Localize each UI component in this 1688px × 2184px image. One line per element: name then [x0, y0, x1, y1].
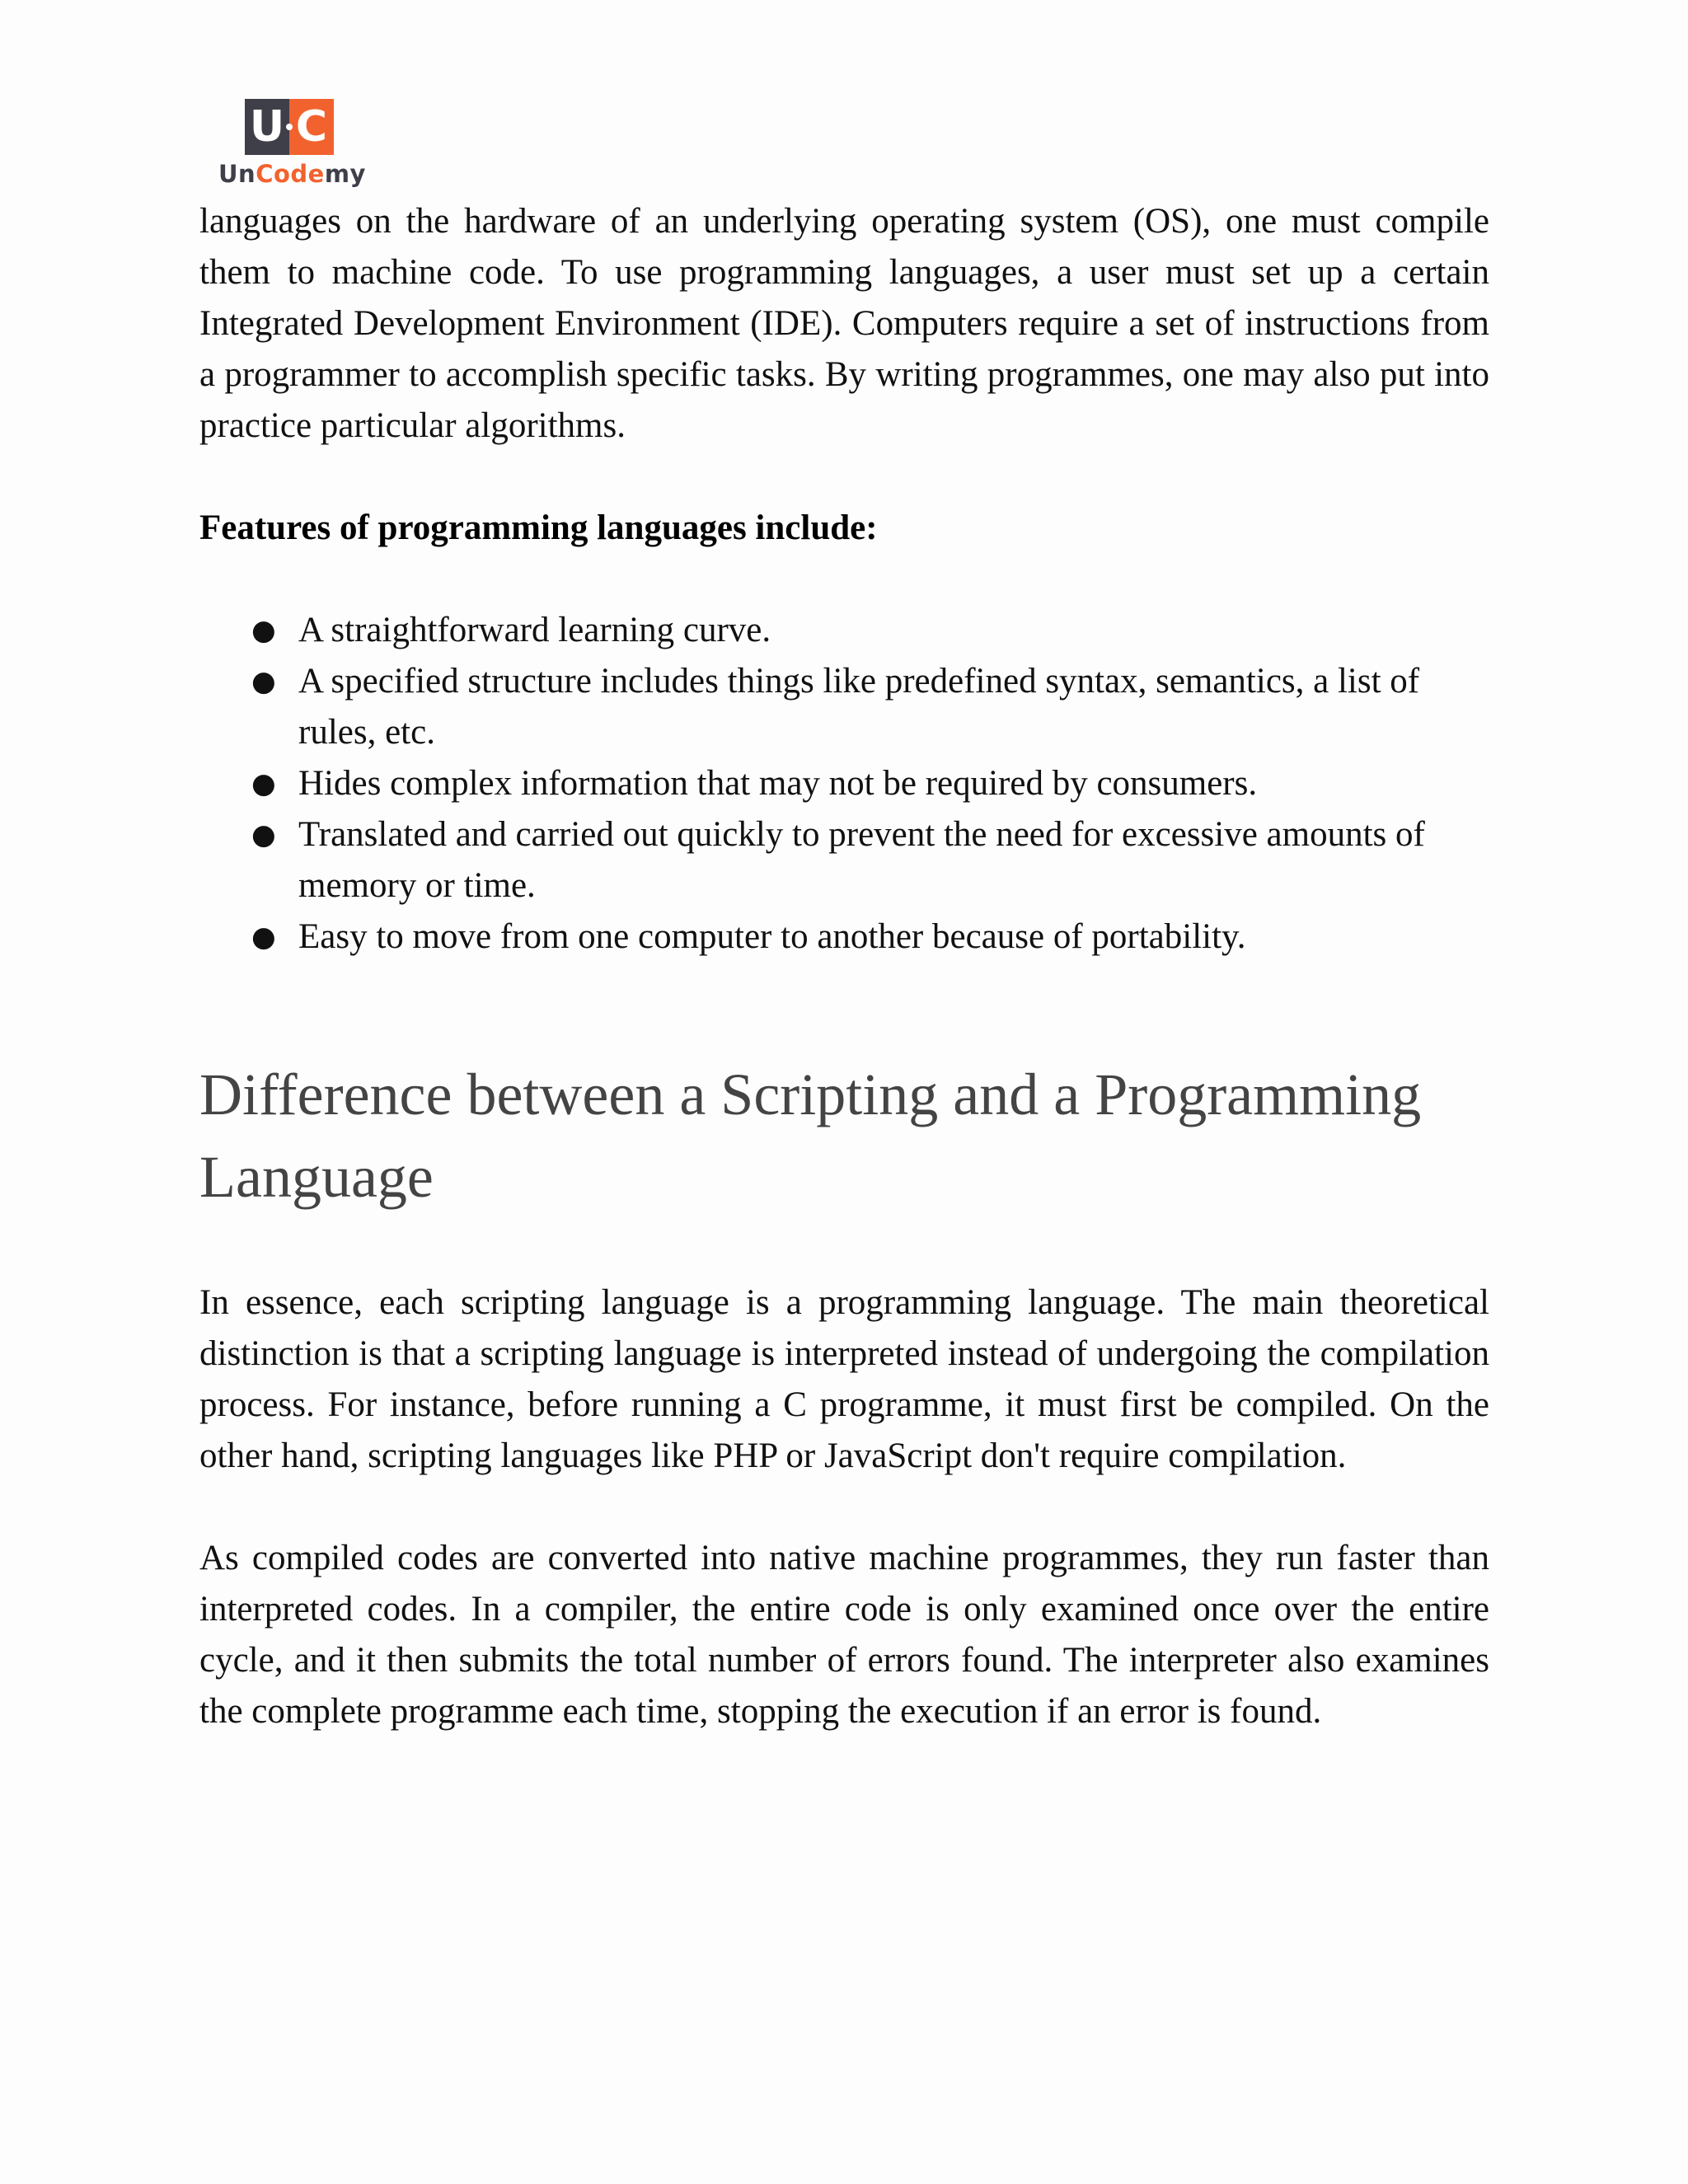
intro-paragraph: languages on the hardware of an underlying operating system (OS), one must compile them to machine code. To use programming languages, a user must set up a certain Integrated Development Environment (IDE). Computers require a set of instructions from a programmer to accomplish specific tasks. By writing programmes, one may also put into practice particular algorithms. [199, 202, 1489, 445]
features-heading: Features of programming languages include: [199, 509, 878, 547]
list-item: ● Easy to move from one computer to another because of portability. [199, 912, 1489, 963]
list-item: ● A specified structure includes things like predefined syntax, semantics, a list of rules, etc. [199, 656, 1489, 758]
logo-dot [286, 124, 293, 130]
logo-wordmark: UnCodemy [218, 160, 366, 188]
bullet-icon: ● [251, 767, 276, 800]
bullet-icon: ● [251, 818, 276, 851]
logo-letter-u: U [245, 99, 289, 155]
features-list [199, 605, 1489, 963]
document-content [199, 196, 1489, 1737]
logo-mark [245, 99, 334, 155]
section-paragraph-1: In essence, each scripting language is a programming language. The main theoretical distinction is that a scripting language is interpreted instead of undergoing the compilation process. For instance, before running a C programme, it must first be compiled. On the other hand, scripting languages like PHP or JavaScript don't require compilation. [199, 1283, 1489, 1475]
list-item: ● Translated and carried out quickly to prevent the need for excessive amounts of memory or time. [199, 809, 1489, 912]
bullet-icon: ● [251, 665, 276, 698]
list-item: ● Hides complex information that may not be required by consumers. [199, 758, 1489, 809]
bullet-icon: ● [251, 921, 276, 954]
bullet-icon: ● [251, 614, 276, 647]
section-title: Difference between a Scripting and a Programming Language [199, 1062, 1422, 1210]
section-paragraph-2: As compiled codes are converted into native machine programmes, they run faster than interpreted codes. In a compiler, the entire code is only examined once over the entire cycle, and it then submits the total number of errors found. The interpreter also examines the complete programme each time, stopping the execution if an error is found. [199, 1539, 1489, 1731]
list-item: ● A straightforward learning curve. [199, 605, 1489, 656]
uncodemy-logo [218, 99, 367, 190]
logo-letter-c: C [289, 99, 334, 155]
